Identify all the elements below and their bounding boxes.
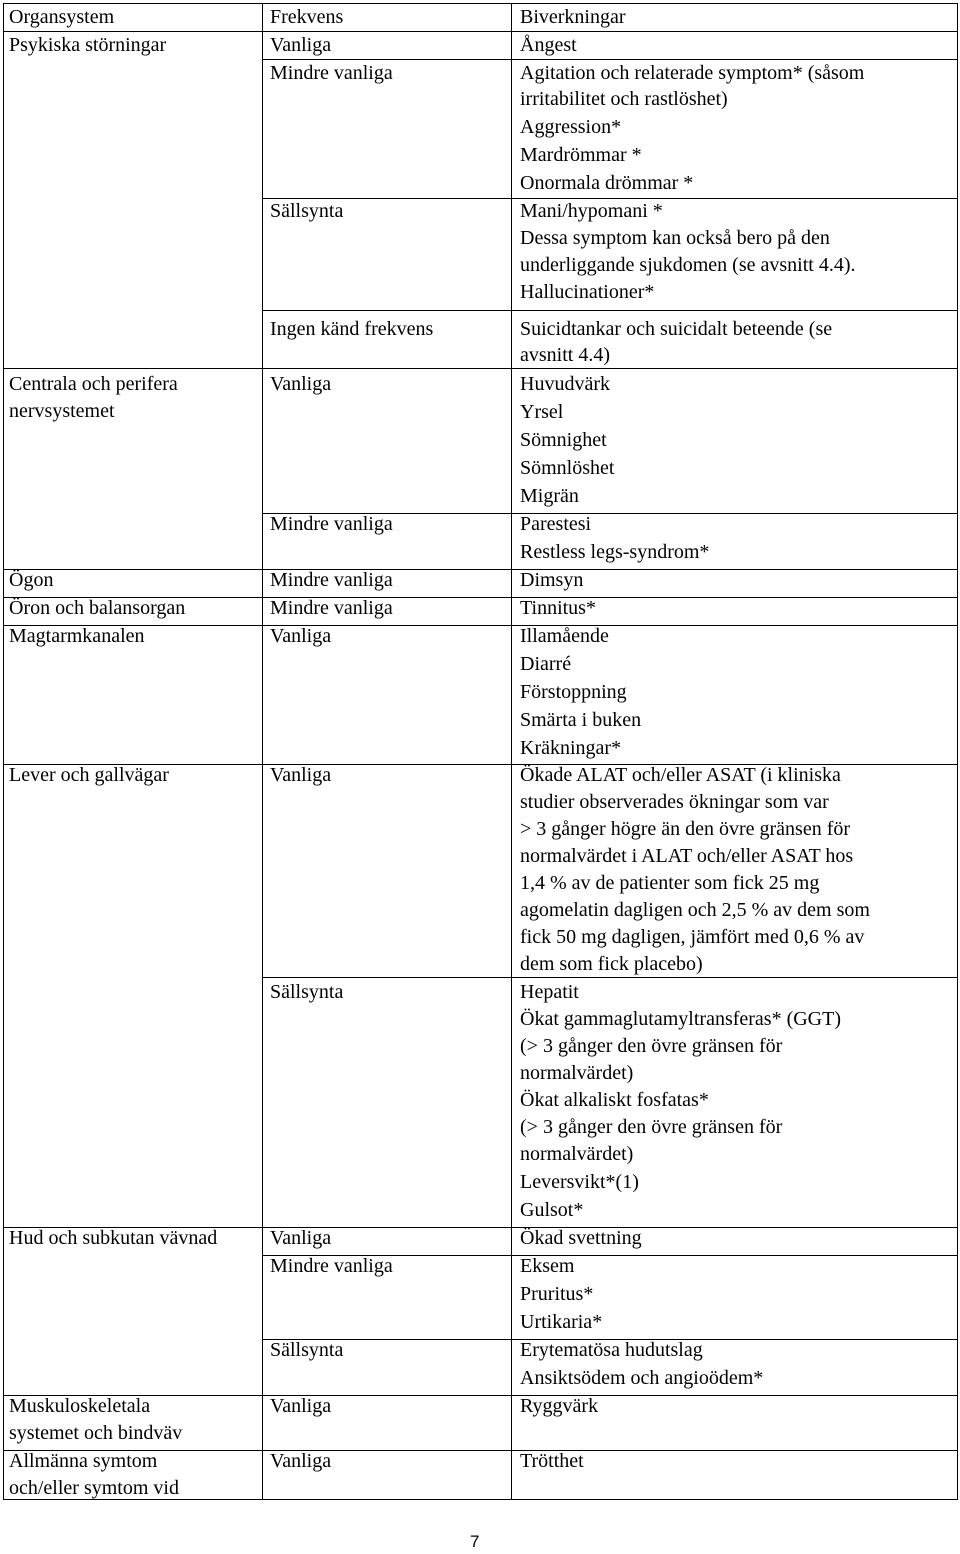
effect-text: avsnitt 4.4): [520, 344, 610, 366]
effect-text: Parestesi: [520, 513, 592, 535]
organ-cell: Muskuloskeletala: [9, 1395, 151, 1417]
effect-text: Ansiktsödem och angioödem*: [520, 1367, 764, 1389]
effect-text: Smärta i buken: [520, 709, 642, 731]
frequency-cell: Vanliga: [270, 34, 332, 56]
frequency-cell: Ingen känd frekvens: [270, 318, 434, 340]
frequency-cell: Sällsynta: [270, 200, 344, 222]
effect-text: Huvudvärk: [520, 373, 610, 395]
organ-cell: Ögon: [9, 569, 54, 591]
effect-text: Dimsyn: [520, 569, 584, 591]
frequency-cell: Sällsynta: [270, 981, 344, 1003]
organ-cell: nervsystemet: [9, 400, 115, 422]
effect-text: Suicidtankar och suicidalt beteende (se: [520, 318, 833, 340]
effect-text: Trötthet: [520, 1450, 584, 1472]
frequency-cell: Mindre vanliga: [270, 1255, 393, 1277]
effect-text: (> 3 gånger den övre gränsen för: [520, 1035, 783, 1057]
frequency-cell: Vanliga: [270, 373, 332, 395]
effect-text: Mardrömmar *: [520, 144, 642, 166]
effect-text: Illamående: [520, 625, 609, 647]
effect-text: agomelatin dagligen och 2,5 % av dem som: [520, 899, 870, 921]
organ-cell: Öron och balansorgan: [9, 597, 186, 619]
effect-text: Förstoppning: [520, 681, 627, 703]
row-divider: [4, 569, 957, 570]
effect-text: Ökat gammaglutamyltransferas* (GGT): [520, 1008, 842, 1030]
effect-text: normalvärdet): [520, 1143, 634, 1165]
header-frekvens: Frekvens: [270, 6, 344, 28]
frequency-cell: Vanliga: [270, 625, 332, 647]
effect-text: (> 3 gånger den övre gränsen för: [520, 1116, 783, 1138]
organ-cell: Lever och gallvägar: [9, 764, 169, 786]
frequency-cell: Vanliga: [270, 1450, 332, 1472]
organ-cell: Hud och subkutan vävnad: [9, 1227, 218, 1249]
column-divider: [511, 4, 512, 1499]
effect-text: > 3 gånger högre än den övre gränsen för: [520, 818, 851, 840]
organ-cell: Psykiska störningar: [9, 34, 167, 56]
effect-text: Aggression*: [520, 116, 622, 138]
effect-text: Ökat alkaliskt fosfatas*: [520, 1089, 709, 1111]
effect-text: dem som fick placebo): [520, 953, 703, 975]
effect-text: irritabilitet och rastlöshet): [520, 88, 728, 110]
effect-text: Onormala drömmar *: [520, 172, 694, 194]
frequency-cell: Mindre vanliga: [270, 62, 393, 84]
row-divider: [262, 310, 957, 311]
effect-text: Leversvikt*(1): [520, 1171, 639, 1193]
effect-text: Kräkningar*: [520, 737, 622, 759]
effect-text: underliggande sjukdomen (se avsnitt 4.4).: [520, 254, 856, 276]
effect-text: Ökade ALAT och/eller ASAT (i kliniska: [520, 764, 841, 786]
effect-text: Sömnighet: [520, 429, 607, 451]
frequency-cell: Vanliga: [270, 764, 332, 786]
effect-text: normalvärdet i ALAT och/eller ASAT hos: [520, 845, 854, 867]
effect-text: Ångest: [520, 34, 577, 56]
effect-text: Dessa symptom kan också bero på den: [520, 227, 830, 249]
effect-text: Migrän: [520, 485, 579, 507]
effect-text: Sömnlöshet: [520, 457, 615, 479]
row-divider: [4, 368, 957, 369]
organ-cell: systemet och bindväv: [9, 1422, 183, 1444]
effect-text: Eksem: [520, 1255, 575, 1277]
organ-cell: Allmänna symtom: [9, 1450, 158, 1472]
frequency-cell: Mindre vanliga: [270, 569, 393, 591]
effect-text: Agitation och relaterade symptom* (såsom: [520, 62, 865, 84]
effect-text: fick 50 mg dagligen, jämfört med 0,6 % av: [520, 926, 865, 948]
frequency-cell: Vanliga: [270, 1395, 332, 1417]
column-divider: [262, 4, 263, 1499]
frequency-cell: Sällsynta: [270, 1339, 344, 1361]
effect-text: Yrsel: [520, 401, 564, 423]
frequency-cell: Vanliga: [270, 1227, 332, 1249]
frequency-cell: Mindre vanliga: [270, 597, 393, 619]
effect-text: Erytematösa hudutslag: [520, 1339, 703, 1361]
effect-text: studier observerades ökningar som var: [520, 791, 829, 813]
effect-text: Ryggvärk: [520, 1395, 599, 1417]
frequency-cell: Mindre vanliga: [270, 513, 393, 535]
effect-text: Urtikaria*: [520, 1311, 603, 1333]
effect-text: Diarré: [520, 653, 572, 675]
organ-cell: Centrala och perifera: [9, 373, 178, 395]
header-organsystem: Organsystem: [9, 6, 115, 28]
effect-text: 1,4 % av de patienter som fick 25 mg: [520, 872, 820, 894]
page-number: 7: [470, 1532, 480, 1551]
header-biverkningar: Biverkningar: [520, 6, 626, 28]
effect-text: Gulsot*: [520, 1199, 584, 1221]
effect-text: Tinnitus*: [520, 597, 596, 619]
effect-text: Ökad svettning: [520, 1227, 642, 1249]
effect-text: Hepatit: [520, 981, 579, 1003]
effect-text: Mani/hypomani *: [520, 200, 663, 222]
effect-text: Restless legs-syndrom*: [520, 541, 710, 563]
organ-cell: och/eller symtom vid: [9, 1477, 179, 1499]
effect-text: Hallucinationer*: [520, 281, 655, 303]
organ-cell: Magtarmkanalen: [9, 625, 145, 647]
effect-text: normalvärdet): [520, 1062, 634, 1084]
effect-text: Pruritus*: [520, 1283, 594, 1305]
row-divider: [4, 625, 957, 626]
